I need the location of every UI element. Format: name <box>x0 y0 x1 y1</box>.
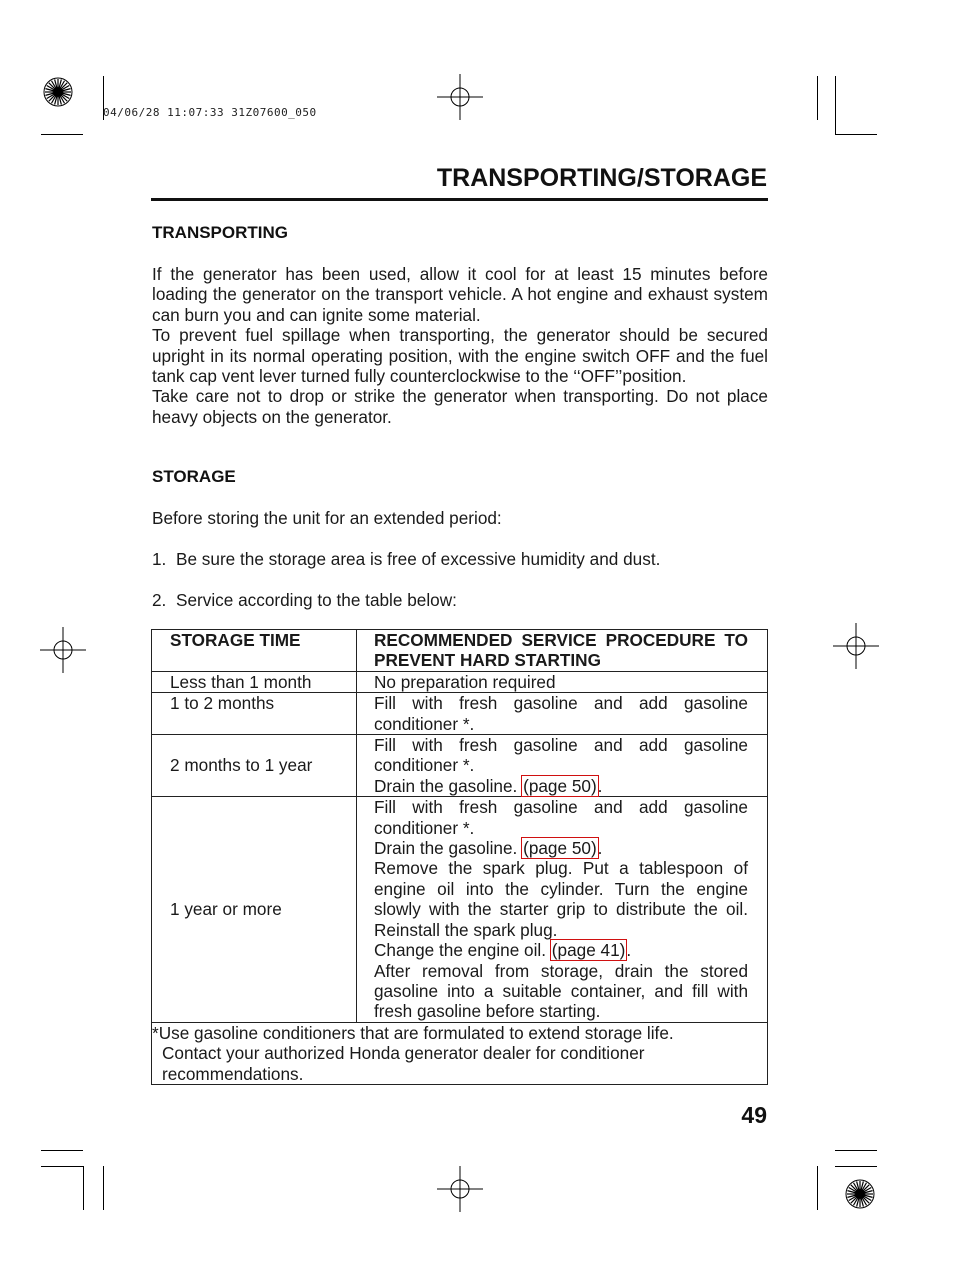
step-text: Service according to the table below: <box>176 590 457 610</box>
procedure-line: Fill with fresh gasoline and add gasoline conditioner *. <box>374 735 748 776</box>
procedure-cell <box>357 735 768 797</box>
table-row <box>152 797 768 1022</box>
table-header-row <box>152 630 768 672</box>
storage-time-cell: 1 year or more <box>152 797 357 1022</box>
procedure-line: Change the engine oil. (page 41). <box>374 940 632 961</box>
storage-intro: Before storing the unit for an extended period: <box>152 508 502 528</box>
title-underline <box>151 198 768 201</box>
page-number: 49 <box>741 1102 767 1128</box>
procedure-text: Drain the gasoline. <box>374 775 523 796</box>
procedure-line: Drain the gasoline. (page 50). <box>374 775 603 796</box>
procedure-line: Fill with fresh gasoline and add gasoline conditioner *. <box>374 797 748 838</box>
page-reference-link[interactable]: (page 50) <box>523 838 597 859</box>
table-row <box>152 693 768 735</box>
footnote-text: Contact your authorized Honda generator dealer for conditioner recommendations. <box>162 1043 645 1084</box>
registration-crosshair-icon <box>40 627 86 673</box>
procedure-cell <box>357 797 768 1022</box>
transporting-body <box>152 264 768 427</box>
procedure-cell: No preparation required <box>357 671 768 692</box>
transporting-paragraph: To prevent fuel spillage when transporting, the generator should be secured upright in its normal operating position, with the engine switch OFF and the fuel tank cap vent lever turned fully counterclockwise to the ‘‘OFF’’position. <box>152 325 768 387</box>
step-number: 1. <box>152 549 167 569</box>
step-text: Be sure the storage area is free of excessive humidity and dust. <box>176 549 661 569</box>
storage-service-table <box>151 629 768 1085</box>
registration-sunburst-icon <box>845 1179 875 1209</box>
table-row <box>152 671 768 692</box>
procedure-text: Change the engine oil. <box>374 940 551 961</box>
procedure-line: Remove the spark plug. Put a tablespoon of engine oil into the cylinder. Turn the engine slowly with the starter grip to distribute the oil. Reinstall the spark plug. <box>374 858 748 940</box>
page-reference-link[interactable]: (page 41) <box>551 940 626 961</box>
registration-crosshair-icon <box>833 623 879 669</box>
storage-heading: STORAGE <box>152 467 236 486</box>
storage-time-cell: Less than 1 month <box>152 671 357 692</box>
storage-time-cell: 2 months to 1 year <box>152 735 357 797</box>
column-header: RECOMMENDED SERVICE PROCEDURE TO PREVENT HARD STARTING <box>357 630 768 672</box>
transporting-heading: TRANSPORTING <box>152 223 288 242</box>
procedure-text: Drain the gasoline. <box>374 838 523 859</box>
print-timestamp: 04/06/28 11:07:33 31Z07600_050 <box>103 106 317 119</box>
procedure-cell: Fill with fresh gasoline and add gasoline conditioner *. <box>357 693 768 735</box>
column-header: STORAGE TIME <box>152 630 357 672</box>
footnote-cell <box>152 1022 768 1084</box>
page-reference-link[interactable]: (page 50) <box>523 775 597 796</box>
table-row <box>152 735 768 797</box>
procedure-line: After removal from storage, drain the stored gasoline into a suitable container, and fill with fresh gasoline before starting. <box>374 960 748 1022</box>
registration-crosshair-icon <box>437 1166 483 1212</box>
registration-sunburst-icon <box>43 77 73 107</box>
storage-step <box>152 590 457 610</box>
footnote-text: *Use gasoline conditioners that are formulated to extend storage life. <box>152 1022 674 1043</box>
registration-crosshair-icon <box>437 74 483 120</box>
procedure-line: Drain the gasoline. (page 50). <box>374 838 603 859</box>
transporting-paragraph: Take care not to drop or strike the generator when transporting. Do not place heavy objects on the generator. <box>152 386 768 427</box>
storage-time-cell: 1 to 2 months <box>152 693 357 735</box>
storage-step <box>152 549 660 569</box>
step-number: 2. <box>152 590 167 610</box>
transporting-paragraph: If the generator has been used, allow it cool for at least 15 minutes before loading the generator on the transport vehicle. A hot engine and exhaust system can burn you and can ignite some material. <box>152 264 768 325</box>
page-title: TRANSPORTING/STORAGE <box>436 164 767 192</box>
table-footnote-row <box>152 1022 768 1084</box>
